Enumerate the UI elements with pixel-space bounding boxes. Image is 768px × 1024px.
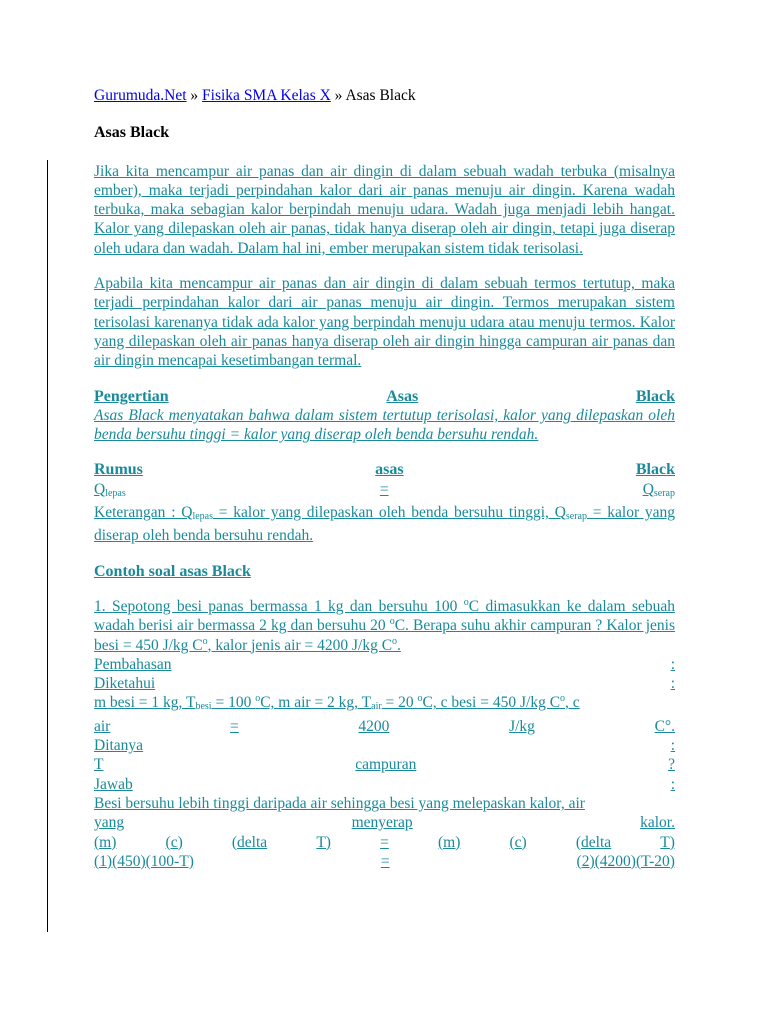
row-yang-menyerap[interactable]: yang menyerap kalor. (94, 814, 675, 832)
row-t-campuran[interactable]: T campuran ? (94, 756, 675, 774)
heading-rumus[interactable] (94, 460, 675, 479)
heading-word: Asas (386, 387, 419, 405)
formula-q-lepas-q-serap[interactable] (94, 480, 675, 503)
q-lepas: $Q_{lepas}$ (94, 480, 126, 499)
heading-word: Pengertian (94, 387, 169, 405)
breadcrumb-link-home[interactable]: Gurumuda.Net (94, 87, 187, 104)
breadcrumb-separator: » (330, 87, 346, 104)
row-pembahasan[interactable]: Pembahasan : (94, 655, 675, 673)
heading-word: asas (375, 461, 404, 479)
row-formula[interactable]: (m) (c) (delta T) = (m) (c) (delta T) (94, 833, 675, 851)
definition-text[interactable]: Asas Black menyatakan bahwa dalam sistem tertutup terisolasi, kalor yang dilepaskan oleh benda bersuhu tinggi = kalor yang diserap oleh benda bersuhu rendah. (94, 406, 675, 444)
breadcrumb-separator: » (186, 87, 203, 104)
row-final-equation[interactable]: (1)(450)(100-T) = (2)(4200)(T-20) (94, 852, 675, 870)
paragraph-termos[interactable]: Apabila kita mencampur air panas dan air dingin di dalam sebuah termos tertutup, maka terjadi perpindahan kalor dari air panas menuju air dingin. Termos merupakan sistem terisolasi karenanya tidak ada kalor yang berpindah menuju udara atau menuju termos. Kalor yang dilepaskan oleh air panas hanya diserap oleh air dingin hingga campuran air panas dan air dingin mencapai kesetimbangan termal. (94, 275, 675, 370)
article-content (94, 86, 675, 871)
equals-sign: = (379, 480, 389, 498)
row-diketahui[interactable]: Diketahui : (94, 675, 675, 693)
page-title: Asas Black (94, 124, 170, 142)
heading-pengertian[interactable] (94, 387, 675, 406)
heading-word: Black (635, 461, 675, 479)
heading-word: Black (635, 387, 675, 405)
heading-word: Rumus (94, 461, 143, 479)
paragraph-intro[interactable]: Jika kita mencampur air panas dan air dingin di dalam sebuah wadah terbuka (misalnya ember), maka terjadi perpindahan kalor dari air panas menuju air dingin. Karena wadah terbuka, maka sebagian kalor berpindah menuju udara. Wadah juga menjadi lebih hangat. Kalor yang dilepaskan oleh air panas, tidak hanya diserap oleh air dingin, tetapi juga diserap oleh udara dan wadah. Dalam hal ini, ember merupakan sistem tidak terisolasi. (94, 162, 675, 257)
breadcrumb (94, 86, 675, 105)
row-besi-bersuhu[interactable]: Besi bersuhu lebih tinggi daripada air sehingga besi yang melepaskan kalor, air (94, 794, 585, 812)
soal-text[interactable]: 1. Sepotong besi panas bermassa 1 kg dan bersuhu 100 $^o$C dimasukkan ke dalam sebuah wadah berisi air bermassa 2 kg dan bersuhu 20 $^o$C. Berapa suhu akhir campuran ? Kalor jenis besi = 450 J/kg $C^o$, kalor jenis air = 4200 J/kg $C^o$. (94, 596, 675, 654)
q-serap: $Q_{serap}$ (642, 480, 675, 499)
row-jawab[interactable]: Jawab : (94, 775, 675, 793)
heading-contoh-soal[interactable]: Contoh soal asas Black (94, 562, 251, 580)
breadcrumb-link-category[interactable]: Fisika SMA Kelas X (202, 87, 331, 104)
keterangan-text[interactable]: Keterangan : $Q_{lepas}$ = kalor yang dilepaskan oleh benda bersuhu tinggi, $Q_{serap}$ = kalor yang diserap oleh benda bersuhu rendah. (94, 504, 676, 545)
margin-line (47, 160, 48, 932)
row-air[interactable]: air = 4200 J/kg C°. (94, 717, 675, 735)
breadcrumb-current: Asas Black (345, 87, 416, 104)
row-m-besi[interactable]: m besi = 1 kg, $T_{besi} = 100$ $^o$C, m air = 2 kg, $T_{air} = 20$ $^o$C, c besi = 450 J/kg $C^o$, c (94, 693, 580, 713)
row-ditanya[interactable]: Ditanya : (94, 737, 675, 755)
